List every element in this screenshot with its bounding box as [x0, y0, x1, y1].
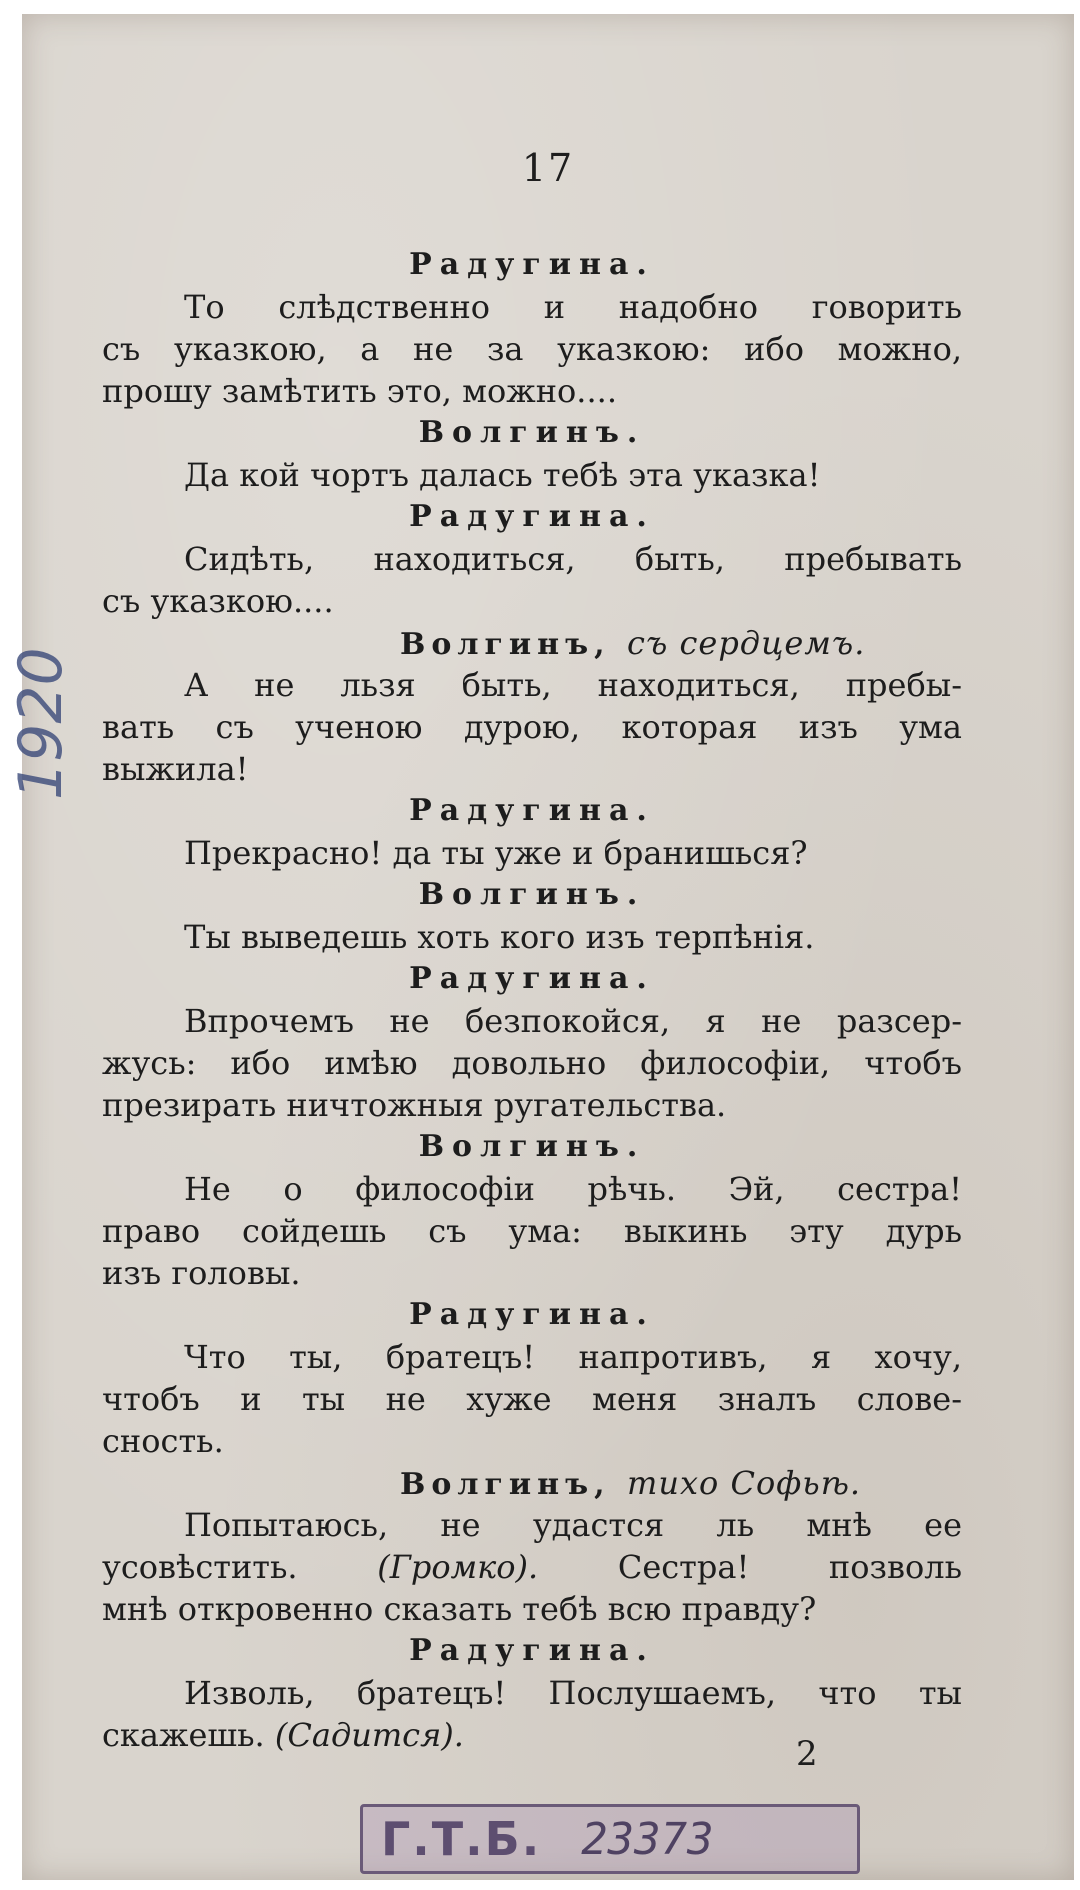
text-line: сность.: [102, 1422, 224, 1460]
text-line: Да кой чортъ далась тебѣ эта указка!: [184, 456, 821, 494]
stage-direction: съ сердцемъ.: [627, 624, 866, 662]
page-number: 17: [521, 146, 575, 190]
text-line: Попытаюсь, не удастся ль мнѣ ее: [184, 1506, 962, 1544]
text-line: съ указкою, а не за указкою: ибо можно,: [102, 330, 962, 368]
speaker-with-direction: [102, 1462, 962, 1504]
text-line: Ты выведешь хоть кого изъ терпѣнія.: [184, 918, 815, 956]
stamp-number: 23373: [581, 1813, 714, 1865]
line-segment: скажешь.: [102, 1716, 275, 1754]
speaker-name: Радугина.: [409, 247, 655, 282]
margin-handwritten-note: 1920: [6, 647, 76, 800]
text-line: изъ головы.: [102, 1254, 301, 1292]
paper-page: [22, 14, 1074, 1880]
speaker-name: Радугина.: [409, 961, 655, 996]
text-line: Сидѣть, находиться, быть, пребывать: [184, 540, 962, 578]
speaker-name: Волгинъ,: [400, 627, 611, 662]
speaker-with-direction: [102, 622, 962, 664]
text-line: Изволь, братецъ! Послушаемъ, что ты: [184, 1674, 962, 1712]
text-line: чтобъ и ты не хуже меня зналъ слове-: [102, 1380, 962, 1418]
text-line: презирать ничтожныя ругательства.: [102, 1086, 727, 1124]
stage-direction: тихо Софьѣ.: [627, 1464, 862, 1502]
text-line: То слѣдственно и надобно говорить: [184, 288, 962, 326]
text-line: Впрочемъ не безпокойся, я не разсер-: [184, 1002, 962, 1040]
text-line: жусь: ибо имѣю довольно философіи, чтобъ: [102, 1044, 962, 1082]
speaker-name: Радугина.: [409, 1297, 655, 1332]
line-segment: Сестра! позволь: [538, 1548, 963, 1586]
speaker-name: Радугина.: [409, 499, 655, 534]
text-line: Что ты, братецъ! напротивъ, я хочу,: [184, 1338, 962, 1376]
line-segment: усовѣстить.: [102, 1548, 378, 1586]
text-line: мнѣ откровенно сказать тебѣ всю правду?: [102, 1590, 817, 1628]
text-line: Не о философіи рѣчь. Эй, сестра!: [184, 1170, 962, 1208]
library-stamp: [360, 1804, 860, 1874]
stage-direction: (Громко).: [377, 1548, 539, 1586]
speaker-name: Радугина.: [409, 1633, 655, 1668]
speaker-name: Волгинъ.: [418, 415, 646, 450]
text-line: [102, 1714, 962, 1756]
text-line: съ указкою....: [102, 582, 334, 620]
text-line: прошу замѣтить это, можно....: [102, 372, 617, 410]
text-line: право сойдешь съ ума: выкинь эту дурь: [102, 1212, 962, 1250]
speaker-name: Радугина.: [409, 793, 655, 828]
text-line: А не льзя быть, находиться, пребы-: [184, 666, 962, 704]
text-line: Прекрасно! да ты уже и бранишься?: [184, 834, 808, 872]
play-text: [102, 244, 962, 1756]
speaker-name: Волгинъ.: [418, 877, 646, 912]
speaker-name: Волгинъ,: [400, 1467, 611, 1502]
stage-direction: (Садится).: [274, 1716, 464, 1754]
signature-mark: 2: [796, 1734, 818, 1774]
text-line: вать съ ученою дурою, которая изъ ума: [102, 708, 962, 746]
stamp-library: Г.Т.Б.: [381, 1812, 542, 1866]
text-line: выжила!: [102, 750, 249, 788]
text-line: [102, 1546, 962, 1588]
speaker-name: Волгинъ.: [418, 1129, 646, 1164]
